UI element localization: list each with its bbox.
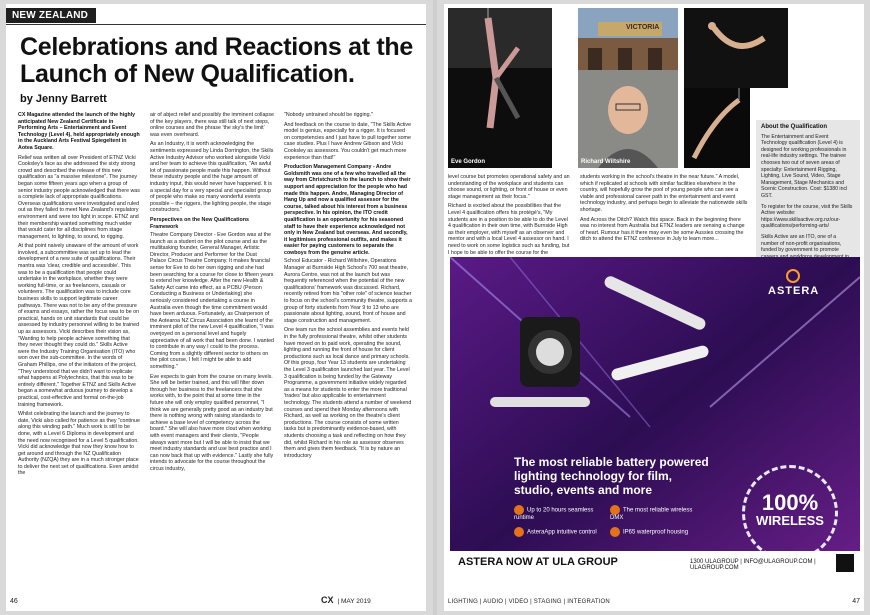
clock-icon — [514, 505, 524, 515]
article-column-1 — [18, 112, 140, 597]
badge-label: WIRELESS — [756, 513, 824, 528]
photo-richard-wiltshire — [578, 70, 678, 168]
badge-percent: 100% — [761, 490, 819, 515]
article-column-4 — [448, 174, 572, 256]
page-number: 46 — [10, 598, 18, 605]
section-label: NEW ZEALAND — [6, 8, 96, 23]
photo-aerial-performer — [684, 88, 750, 168]
ad-bottom-bar — [450, 551, 860, 575]
footer-sections: LIGHTING | AUDIO | VIDEO | STAGING | INTEGRATION — [448, 599, 610, 605]
ad-feature: Up to 20 hours seamless runtime — [514, 505, 604, 522]
ula-logo — [836, 554, 854, 572]
performer-image — [684, 8, 788, 88]
astera-advertisement — [450, 257, 860, 575]
article-paragraph: Theatre Company Director - Eve Gordon was at the launch as a student on the pilot course and as the multitasking founder, General Manager, Artistic Director, Producer and Performer for the Dust Palace Circus Theatre Company. It makes financial sense for Eve to do her own rigging and she had been searching for a course for close to fifteen years to extend her knowledge. After the new Health & Safety Act came into effect, as a PCBU (Person Conducting a Business or Undertaking) she seriously considered undertaking a course in Australia even though the time commitment would have been arduous. Fortunately, as Chairperson of the Aotearoa NZ Circus Association she learnt of the imminent pilot of the new Level 4 qualification, "I was overjoyed on a personal level and hugely appreciative of all work that had been done. I wanted to contribute in any way I could to the process. Coming from a slightly different sector to others on the pilot course, I felt I might be able to add something." — [150, 232, 274, 370]
photo-performer-top — [684, 8, 788, 88]
article-paragraph: And Across the Ditch? Watch this space. Back in the beginning there was no interest from Australia but ETNZ leaders are sensing a change of heart. Rumour has it there may even be some Aussies crossing the ditch to attend the ETNZ conference in July to learn more... — [580, 216, 745, 243]
sidebar-paragraph: The Entertainment and Event Technology qualification (Level 4) is designed for working professionals in real-life industry settings. The trainee chooses two out of seven areas of specialty: Entertainment Rigging, Lighting, Live Sound, Video, Stage Management, Stage Mechanics and Scenic Construction. Cost: $1380 incl GST. — [761, 133, 848, 199]
caption-richard-wiltshire: Richard Wiltshire — [581, 159, 631, 165]
article-column-3 — [284, 112, 412, 597]
article-paragraph: School Educator - Richard Wiltshire, Operations Manager at Burnside High School's 700 seat theatre, Aurora Centre, was not at the launch but was frequently referenced when the potential of the new qualifications' framework was discussed. Richard, recently retired from his "other role" of science teacher to focus on the school's community theatre, supports a group of forty students from Year 9 to 13 who are passionate about lighting, sound, front of house and stage construction and management. — [284, 258, 412, 324]
waterproof-icon — [610, 527, 620, 537]
byline: by Jenny Barrett — [20, 93, 107, 105]
theatre-sign: VICTORIA — [626, 24, 660, 31]
left-page — [6, 4, 426, 611]
article-paragraph: And feedback on the course to date, "The Skills Active model is genius, especially for a rigger. It is focused on competencies and I just have to pull together some case studies. Plus I have Andrew Gibson and Vicki Cooksley as assessors. You couldn't get much more experience than that!" — [284, 121, 412, 161]
astera-brand: ASTERA — [768, 285, 820, 297]
ad-feature: The most reliable wireless DMX — [610, 505, 700, 522]
article-column-5 — [580, 174, 748, 256]
right-page — [444, 4, 864, 611]
sidebar-paragraph: Skills Active are an ITO, one of a number of non-profit organisations, funded by government to promote — [761, 233, 842, 254]
aerial-performer-image — [684, 88, 750, 168]
article-paragraph: As an Industry, it is worth acknowledging the sentiments expressed by Linda Dorrington, the Skills Active Industry Advisor who worked alongside Vicki and her team to achieve this qualification, "An awful lot of passionate people made this happen. Without these industry people and the huge amount of industry input, this would never have happened. It is a special day for a very special and specialist group of people who make so many wonderful events possible – the riggers, the lighting people, the stage constructors." — [150, 141, 274, 214]
ad-feature: AsteraApp intuitive control — [514, 527, 604, 537]
ad-feature: IP65 waterproof housing — [610, 527, 700, 537]
eve-gordon-image — [448, 8, 552, 168]
article-paragraph: students working in the school's theatre in the near future." A model, which if replicated at schools with similar facilities elsewhere in the country, will hopefully grow the pool of young people who can see a viable and professional career path in the entertainment and event technology industry, and perhaps begin to alleviate the nationwide skills shortage. — [580, 174, 748, 213]
article-paragraph: At that point naively unaware of the amount of work involved, a subcommittee was set up to lead the development of a new suite of qualifications. Their mantra was 'clear, credible and accessible'. This was to be a qualification that people could undertake in the workplace, whether they were working full-time, or as freelancers, casuals or volunteers. The qualification was to include core business skills to support legitimate career pathways. There was not to be any of the pressure of exams and essays, rather the focus was to be on practical, hands on unit standards that could be assessed by industry personnel willing to be trained up as assessors. Vicki describes their vision as, "Wanting to help people achieve something that they never thought they could do." Skills Active were the Industry Training Organisation (ITO) who won over the sub-committee. In the words of Graham Phillips, one of the initiators of the project, "They understood that we didn't want to replicate what happens at Polytechnics, that this was to be entirely different." Together ETNZ and Skills Active began a somewhat arduous journey to develop a practical, cost-effective and formal on-the-job training framework. — [18, 243, 140, 408]
article-column-2 — [150, 112, 274, 597]
article-subheading: Perspectives on the New Qualifications Framework — [150, 216, 249, 230]
wireless-badge — [742, 465, 838, 561]
sidebar-paragraph: To register for the course, visit the Skills Active website: https://www.skillsactive.org.nz/our-qualifications/performing-arts/ — [761, 203, 853, 230]
astera-logo-icon — [786, 269, 800, 283]
footer-center: CX | MAY 2019 — [321, 595, 371, 605]
page-number: 47 — [852, 598, 860, 605]
caption-eve-gordon: Eve Gordon — [451, 159, 486, 165]
ad-contact: 1300 ULAGROUP | INFO@ULAGROUP.COM | ULAGROUP.COM — [690, 559, 816, 571]
article-paragraph: Eve expects to gain from the course on many levels. She will be better trained, and this will filter down through her business to the freelancers that she works with, to the point that at some time in the future she will only employ qualified personnel, "I think we are generally pretty good as an industry but there is nothing wrong with raising standards to achieve a base level of competency across the board." She will also have more clout when working with event managers and their clients, "People always want more but I will be able to insist that we meet industry standards and use best practice and I can now back that up with evidence." Lastly she fully intends to advocate for the course throughout the circus industry, — [150, 373, 274, 472]
richard-wiltshire-image — [578, 70, 678, 168]
section-rule — [6, 24, 426, 25]
wireless-icon — [610, 505, 620, 515]
article-title: Celebrations and Reactions at the Launch of New Qualification. — [20, 33, 413, 88]
issue-date: MAY 2019 — [341, 598, 371, 605]
page-gutter — [433, 0, 437, 615]
article-paragraph: CX Magazine attended the launch of the highly anticipated New Zealand Certificate in Performing Arts – Entertainment and Event Technology (Level 4), held appropriately enough in the Auckland Arts Festival Spiegeltent in Aotea Square. — [18, 112, 140, 151]
article-paragraph: "Nobody untrained should be rigging." — [284, 112, 373, 118]
article-paragraph: air of abject relief and possibly the imminent collapse of the key players, there was still talk of next steps, online courses and the phrase 'the sky's the limit' was even overheard. — [150, 112, 274, 138]
ad-tagline: ASTERA NOW AT ULA GROUP — [458, 556, 618, 568]
sidebar-heading: About the Qualification — [761, 124, 827, 130]
article-paragraph: Relief was written all over President of ETNZ Vicki Cooksley's face as she addressed the sixty strong crowd and described the release of this new qualification as "a massive milestone". The journey began some fifteen years ago when a group of senior industry people acknowledged that there was a complete lack of appropriate qualifications. Overseas qualifications were investigated and ruled out as they failed to meet New Zealand's regulatory environment and were too light in scope. ETNZ and their membership wanted something much wider that would cater for all disciplines from stage management, to lighting, to sound, to rigging. — [18, 154, 140, 240]
article-paragraph: Whilst celebrating the launch and the journey to date, Vicki also called for patience as they "continue along this winding path." Much work is still to be done, with a Level 6 Diploma in development and the need now recognised for a Level 5 qualification. Vicki did acknowledge that now they know how to get around and through the NZ Qualification Authority (NZQA) they are in a much stronger place to deliver the next set of qualifications. Even amidst the — [18, 411, 140, 477]
photo-eve-gordon — [448, 8, 552, 168]
ad-headline: The most reliable battery powered lighting technology for film, studio, events and more — [514, 455, 709, 497]
article-paragraph: level course but promotes operational safety and an understanding of the workplace and students can choose sound, or lighting, or front of house or even stage management as their focus." — [448, 174, 570, 200]
article-subheading: Production Management Company - Andre Goldsmith was one of a few who travelled all the way from Christchurch to the launch to show their support and appreciation for the people who had made this happen. Andre, Managing Director of Hang Up and now a qualified assessor for the course, talked about his interest from a business perspective. In his opinion, the ITO credit qualification is an opportunity for his seasoned staff to have their experience acknowledged not only in New Zealand but overseas. And secondly, it legitimises professional outfits, and makes it easier for paying customers to separate the cowboys from the genuine article. — [284, 164, 411, 256]
cx-logo: CX — [321, 595, 334, 605]
article-paragraph: Richard is excited about the possibilities that the Level 4 qualification offers his protégé's, "My students are in a position to be able to do the Level 4 qualification in their own time, with Burnside High as their employer, with myself as an observer and mentor and with a local Level 4 assessor on hand. I need to work on some logistics such as funding, but I hope to be able to offer the course for the — [448, 203, 570, 256]
article-paragraph: One team run the school assemblies and events held in the fully professional theatre, whilst other students have moved on to paid work, operating the sound, lighting and running the front of house for client productions such as local dance and primary schools. Of this group, four Year 13 students are undertaking the Level 3 qualification launched last year. The Level 3 qualification is being funded by the Gateway Programme, a government initiative widely regarded as a means for students to enter the more traditional 'trades' but also applicable to entertainment technology. The students attend a number of weekend courses and spend their Monday afternoons with Richard, as well as working on the theatre's client productions. The course consists of some written tasks but is predominantly evidence-based, with students choosing a task and reflecting on how they did, whilst Richard in his role as assessor observes them and gives them feedback. "It is by nature an introductory — [284, 327, 412, 459]
app-icon — [514, 527, 524, 537]
footer-left — [10, 598, 18, 605]
